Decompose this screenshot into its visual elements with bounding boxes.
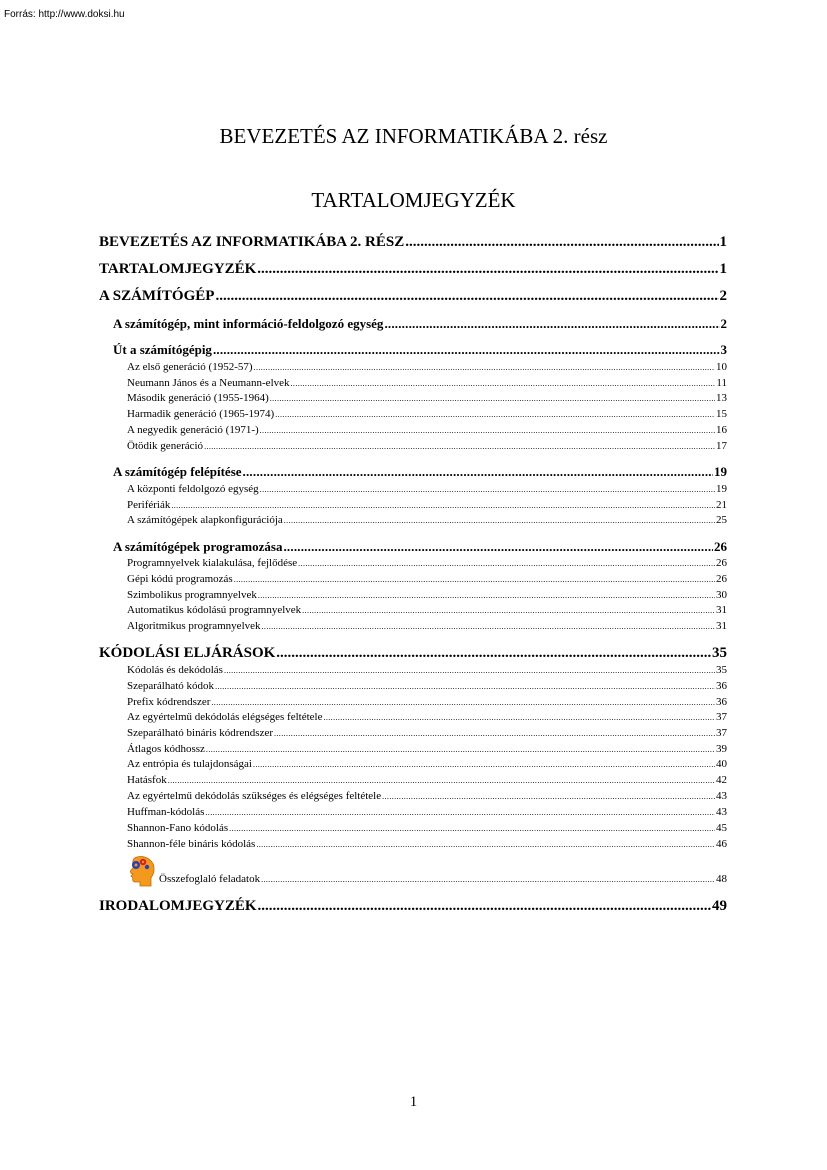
toc-entry[interactable] [127, 758, 727, 770]
toc-entry-page: 37 [716, 711, 727, 723]
toc-entry-page: 1 [719, 234, 727, 250]
toc-entry-label: Algoritmikus programnyelvek [127, 620, 261, 632]
toc-entry[interactable] [127, 377, 727, 389]
document-title: BEVEZETÉS AZ INFORMATIKÁBA 2. rész [219, 124, 608, 148]
toc-entry[interactable] [127, 620, 727, 632]
toc-entry-label: Szimbolikus programnyelvek [127, 589, 257, 601]
toc-entry[interactable] [127, 392, 727, 404]
toc-entry[interactable] [113, 464, 727, 480]
toc-entry[interactable] [127, 483, 727, 495]
toc-entry-label: Shannon-Fano kódolás [127, 822, 229, 834]
toc-entry-page: 31 [716, 620, 727, 632]
toc-entry-label: A központi feldolgozó egység [127, 483, 259, 495]
toc-entry[interactable] [127, 790, 727, 802]
toc-entry-page: 19 [716, 483, 727, 495]
toc-entry[interactable] [127, 743, 727, 755]
toc-entry-label: A számítógépek programozása [113, 539, 283, 554]
toc-entry-page: 26 [716, 573, 727, 585]
toc-entry-label: Átlagos kódhossz [127, 743, 205, 755]
toc-entry-page: 1 [719, 261, 727, 277]
toc-entry-label: Kódolás és dekódolás [127, 664, 223, 676]
toc-entry[interactable] [127, 727, 727, 739]
toc-entry-label: Az első generáció (1952-57) [127, 361, 253, 373]
toc-entry-page: 40 [716, 758, 727, 770]
toc-entry-page: 25 [716, 514, 727, 526]
toc-entry[interactable] [127, 424, 727, 436]
toc-entry-page: 36 [716, 696, 727, 708]
toc-entry-label: Hatásfok [127, 774, 167, 786]
toc-entry[interactable] [127, 440, 727, 452]
toc-entry-page: 19 [714, 464, 727, 479]
toc-entry[interactable] [127, 361, 727, 373]
toc-entry-page: 35 [712, 645, 727, 661]
toc-entry-label: Út a számítógépig [113, 342, 212, 357]
toc-entry-label: Automatikus kódolású programnyelvek [127, 604, 302, 616]
toc-entry-page: 2 [719, 288, 727, 304]
toc-entry[interactable] [127, 680, 727, 692]
toc-entry[interactable] [127, 573, 727, 585]
toc-entry[interactable] [159, 873, 727, 885]
toc-entry[interactable] [127, 696, 727, 708]
toc-entry-page: 35 [716, 664, 727, 676]
toc-entry-page: 43 [716, 806, 727, 818]
toc-entry-label: Az entrópia és tulajdonságai [127, 758, 252, 770]
toc-entry[interactable] [113, 342, 727, 358]
toc-entry-page: 37 [716, 727, 727, 739]
toc-entry-label: Az egyértelmű dekódolás szükséges és elégséges feltétele [127, 790, 382, 802]
toc-entry[interactable] [99, 645, 727, 662]
toc-entry-label: A SZÁMÍTÓGÉP [99, 288, 215, 304]
toc-entry-page: 39 [716, 743, 727, 755]
toc-entry[interactable] [127, 822, 727, 834]
toc-entry[interactable] [99, 261, 727, 278]
toc-entry-label: Shannon-féle bináris kódolás [127, 838, 256, 850]
toc-entry[interactable] [127, 838, 727, 850]
toc-entry-label: Programnyelvek kialakulása, fejlődése [127, 557, 298, 569]
toc-entry-page: 45 [716, 822, 727, 834]
toc-entry-label: A számítógép felépítése [113, 464, 242, 479]
toc-entry-label: A számítógépek alapkonfigurációja [127, 514, 283, 526]
toc-entry-label: BEVEZETÉS AZ INFORMATIKÁBA 2. RÉSZ [99, 234, 405, 250]
toc-entry-page: 43 [716, 790, 727, 802]
toc-entry-page: 3 [720, 342, 727, 357]
toc-entry-page: 21 [716, 499, 727, 511]
toc-entry-page: 2 [720, 316, 727, 331]
toc-entry[interactable] [127, 711, 727, 723]
toc-entry-page: 16 [716, 424, 727, 436]
toc-entry[interactable] [127, 604, 727, 616]
toc-entry[interactable] [127, 408, 727, 420]
toc-entry-label: Huffman-kódolás [127, 806, 205, 818]
toc-entry-label: Szeparálható bináris kódrendszer [127, 727, 273, 739]
toc-entry[interactable] [127, 774, 727, 786]
toc-entry-page: 15 [716, 408, 727, 420]
source-url: Forrás: http://www.doksi.hu [4, 9, 125, 20]
toc-entry-label: KÓDOLÁSI ELJÁRÁSOK [99, 645, 276, 661]
toc-entry-label: Ötödik generáció [127, 440, 204, 452]
toc-entry[interactable] [113, 316, 727, 332]
head-gears-icon [127, 855, 157, 887]
toc-entry[interactable] [99, 288, 727, 305]
toc-entry[interactable] [113, 539, 727, 555]
toc-entry-label: Az egyértelmű dekódolás elégséges feltétele [127, 711, 323, 723]
page-number: 1 [409, 1094, 418, 1110]
toc-entry-page: 30 [716, 589, 727, 601]
toc-entry-page: 11 [716, 377, 727, 389]
toc-entry[interactable] [127, 664, 727, 676]
toc-entry-label: Perifériák [127, 499, 171, 511]
toc-entry[interactable] [127, 589, 727, 601]
toc-entry-page: 42 [716, 774, 727, 786]
toc-entry-page: 10 [716, 361, 727, 373]
toc-entry-label: Összefoglaló feladatok [159, 873, 261, 885]
toc-entry-page: 26 [716, 557, 727, 569]
toc-entry-label: Prefix kódrendszer [127, 696, 211, 708]
toc-entry-page: 17 [716, 440, 727, 452]
toc-entry-label: Neumann János és a Neumann-elvek [127, 377, 290, 389]
toc-entry-page: 46 [716, 838, 727, 850]
toc-entry-label: Szeparálható kódok [127, 680, 215, 692]
toc-entry-label: A számítógép, mint információ-feldolgozó egység [113, 316, 384, 331]
toc-heading: TARTALOMJEGYZÉK [311, 188, 516, 212]
toc-entry-label: TARTALOMJEGYZÉK [99, 261, 257, 277]
toc-entry-label: A negyedik generáció (1971-) [127, 424, 259, 436]
toc-entry[interactable] [127, 499, 727, 511]
toc-entry[interactable] [99, 898, 727, 915]
toc-entry[interactable] [127, 557, 727, 569]
toc-entry-label: Harmadik generáció (1965-1974) [127, 408, 275, 420]
toc-entry-page: 13 [716, 392, 727, 404]
toc-entry-page: 31 [716, 604, 727, 616]
toc-entry-label: Gépi kódú programozás [127, 573, 233, 585]
toc-entry-label: Második generáció (1955-1964) [127, 392, 269, 404]
toc-entry-page: 48 [716, 873, 727, 885]
toc-entry-page: 26 [714, 539, 727, 554]
toc-entry-page: 36 [716, 680, 727, 692]
toc-entry-label: IRODALOMJEGYZÉK [99, 898, 257, 914]
toc-entry[interactable] [127, 806, 727, 818]
toc-entry[interactable] [127, 514, 727, 526]
toc-entry[interactable] [99, 234, 727, 251]
toc-entry-page: 49 [712, 898, 727, 914]
